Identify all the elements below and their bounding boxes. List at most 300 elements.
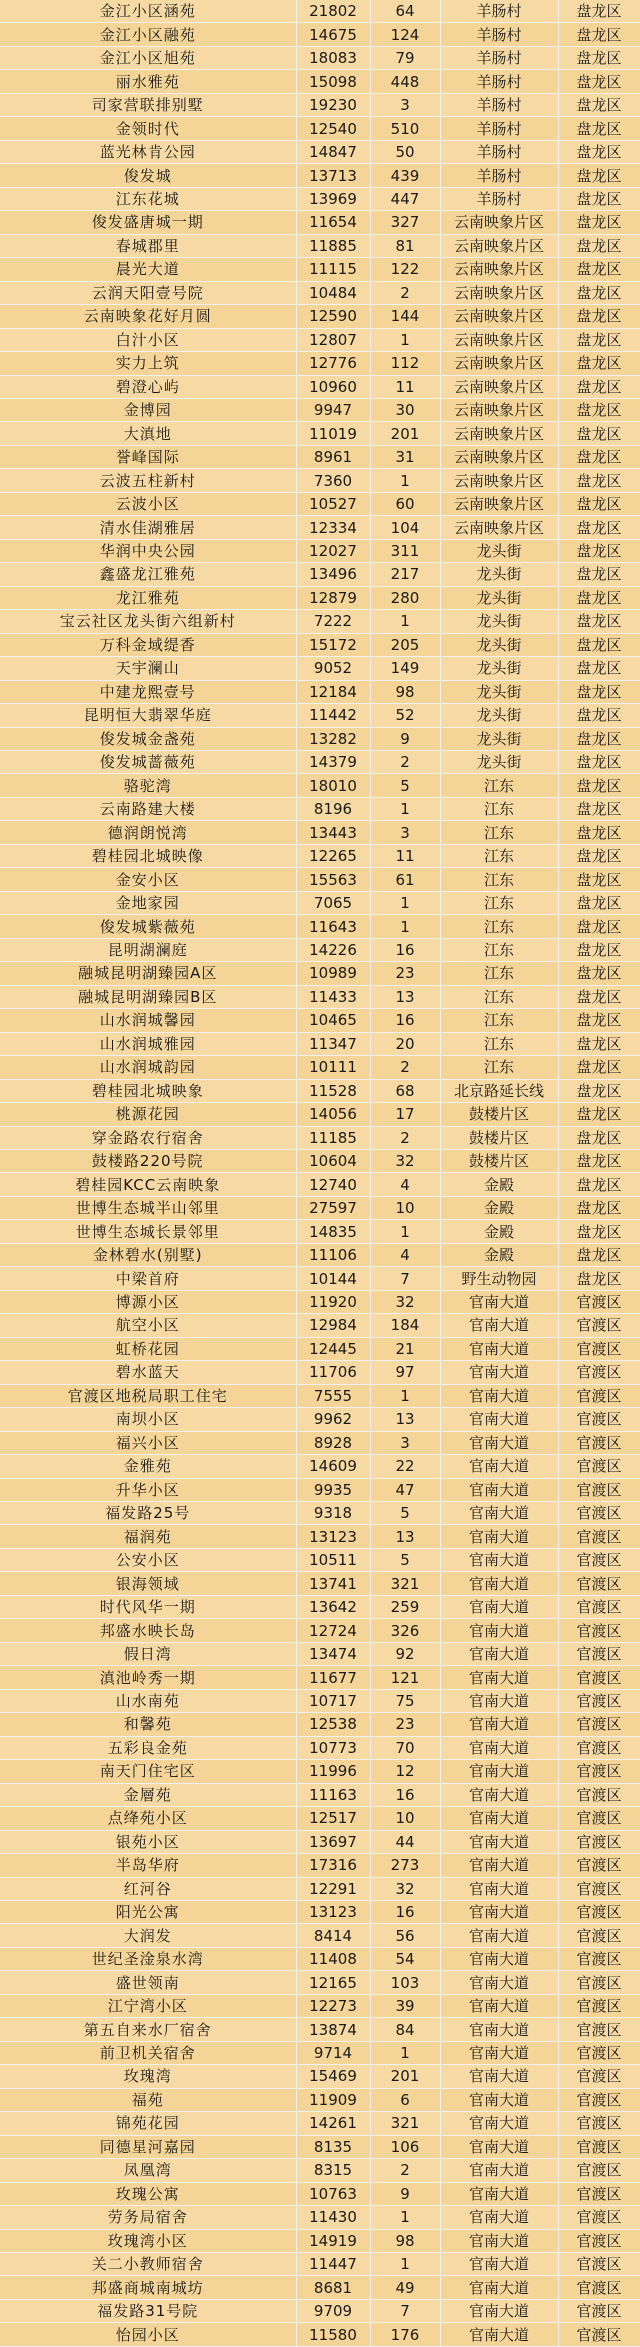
community-name-cell: 碧桂园北城映像	[0, 844, 296, 867]
unit-price-cell: 11447	[296, 2253, 370, 2276]
district-cell: 官渡区	[558, 1666, 640, 1689]
listing-count-cell: 32	[370, 1290, 440, 1313]
listing-count-cell: 149	[370, 657, 440, 680]
area-cell: 江东	[440, 985, 558, 1008]
table-row	[0, 328, 640, 351]
table-row	[0, 1408, 640, 1431]
unit-price-cell: 13496	[296, 563, 370, 586]
table-row	[0, 539, 640, 562]
district-cell: 盘龙区	[558, 117, 640, 140]
table-row	[0, 1502, 640, 1525]
table-row	[0, 1572, 640, 1595]
listing-count-cell: 326	[370, 1619, 440, 1642]
area-cell: 官南大道	[440, 1713, 558, 1736]
community-name-cell: 桃源花园	[0, 1103, 296, 1126]
listing-count-cell: 1	[370, 1220, 440, 1243]
area-cell: 云南映象片区	[440, 445, 558, 468]
community-name-cell: 博源小区	[0, 1290, 296, 1313]
unit-price-cell: 8315	[296, 2159, 370, 2182]
district-cell: 官渡区	[558, 2065, 640, 2088]
unit-price-cell: 8928	[296, 1431, 370, 1454]
area-cell: 云南映象片区	[440, 469, 558, 492]
district-cell: 盘龙区	[558, 234, 640, 257]
district-cell: 盘龙区	[558, 1220, 640, 1243]
district-cell: 官渡区	[558, 1502, 640, 1525]
unit-price-cell: 13282	[296, 727, 370, 750]
community-name-cell: 天宇澜山	[0, 657, 296, 680]
district-cell: 盘龙区	[558, 586, 640, 609]
unit-price-cell: 14056	[296, 1103, 370, 1126]
listing-count-cell: 1	[370, 797, 440, 820]
listing-count-cell: 321	[370, 1572, 440, 1595]
listing-count-cell: 98	[370, 680, 440, 703]
community-name-cell: 俊发城金盏苑	[0, 727, 296, 750]
table-row	[0, 2182, 640, 2205]
table-row	[0, 751, 640, 774]
listing-count-cell: 2	[370, 751, 440, 774]
listing-count-cell: 7	[370, 2299, 440, 2322]
table-row	[0, 563, 640, 586]
community-name-cell: 公安小区	[0, 1548, 296, 1571]
area-cell: 官南大道	[440, 1947, 558, 1970]
community-name-cell: 福发路31号院	[0, 2299, 296, 2322]
unit-price-cell: 12445	[296, 1337, 370, 1360]
listing-count-cell: 16	[370, 1009, 440, 1032]
table-row	[0, 1760, 640, 1783]
community-name-cell: 第五自来水厂宿舍	[0, 2018, 296, 2041]
community-name-cell: 昆明恒大翡翠华庭	[0, 704, 296, 727]
district-cell: 盘龙区	[558, 1032, 640, 1055]
unit-price-cell: 15469	[296, 2065, 370, 2088]
listing-count-cell: 1	[370, 1384, 440, 1407]
listing-count-cell: 144	[370, 305, 440, 328]
community-name-cell: 昆明湖澜庭	[0, 938, 296, 961]
table-row	[0, 1220, 640, 1243]
listing-count-cell: 448	[370, 70, 440, 93]
community-name-cell: 司家营联排别墅	[0, 93, 296, 116]
listing-count-cell: 13	[370, 1408, 440, 1431]
community-name-cell: 金博园	[0, 398, 296, 421]
community-name-cell: 云波小区	[0, 492, 296, 515]
area-cell: 金殿	[440, 1173, 558, 1196]
district-cell: 盘龙区	[558, 1173, 640, 1196]
unit-price-cell: 13713	[296, 164, 370, 187]
area-cell: 官南大道	[440, 1290, 558, 1313]
table-row	[0, 445, 640, 468]
unit-price-cell: 7360	[296, 469, 370, 492]
area-cell: 官南大道	[440, 1642, 558, 1665]
table-row	[0, 2253, 640, 2276]
unit-price-cell: 12165	[296, 1971, 370, 1994]
community-name-cell: 金江小区涵苑	[0, 0, 296, 23]
listing-count-cell: 201	[370, 422, 440, 445]
community-name-cell: 玫瑰湾	[0, 2065, 296, 2088]
table-row	[0, 70, 640, 93]
listing-count-cell: 176	[370, 2323, 440, 2346]
listing-count-cell: 92	[370, 1642, 440, 1665]
listing-count-cell: 1	[370, 328, 440, 351]
unit-price-cell: 11408	[296, 1947, 370, 1970]
community-name-cell: 金江小区旭苑	[0, 46, 296, 69]
unit-price-cell: 9962	[296, 1408, 370, 1431]
area-cell: 云南映象片区	[440, 211, 558, 234]
unit-price-cell: 9318	[296, 1502, 370, 1525]
table-row	[0, 1384, 640, 1407]
community-name-cell: 金地家园	[0, 891, 296, 914]
area-cell: 云南映象片区	[440, 328, 558, 351]
community-name-cell: 五彩良金苑	[0, 1736, 296, 1759]
listing-count-cell: 23	[370, 1713, 440, 1736]
unit-price-cell: 10773	[296, 1736, 370, 1759]
area-cell: 鼓楼片区	[440, 1126, 558, 1149]
area-cell: 金殿	[440, 1220, 558, 1243]
listing-count-cell: 447	[370, 187, 440, 210]
area-cell: 江东	[440, 891, 558, 914]
district-cell: 官渡区	[558, 1619, 640, 1642]
listing-count-cell: 13	[370, 1525, 440, 1548]
table-row	[0, 1807, 640, 1830]
community-name-cell: 鼓楼路220号院	[0, 1149, 296, 1172]
community-name-cell: 同德星河嘉园	[0, 2135, 296, 2158]
district-cell: 盘龙区	[558, 1126, 640, 1149]
listing-count-cell: 112	[370, 352, 440, 375]
listing-count-cell: 217	[370, 563, 440, 586]
table-row	[0, 375, 640, 398]
unit-price-cell: 10484	[296, 281, 370, 304]
unit-price-cell: 12984	[296, 1314, 370, 1337]
unit-price-cell: 18010	[296, 774, 370, 797]
community-name-cell: 山水润城雅园	[0, 1032, 296, 1055]
district-cell: 盘龙区	[558, 281, 640, 304]
listing-count-cell: 31	[370, 445, 440, 468]
district-cell: 官渡区	[558, 1431, 640, 1454]
listing-count-cell: 104	[370, 516, 440, 539]
community-name-cell: 前卫机关宿舍	[0, 2041, 296, 2064]
area-cell: 官南大道	[440, 2159, 558, 2182]
district-cell: 盘龙区	[558, 211, 640, 234]
district-cell: 盘龙区	[558, 610, 640, 633]
table-row	[0, 704, 640, 727]
district-cell: 官渡区	[558, 1408, 640, 1431]
community-name-cell: 江宁湾小区	[0, 1994, 296, 2017]
listing-count-cell: 122	[370, 258, 440, 281]
listing-count-cell: 10	[370, 1807, 440, 1830]
unit-price-cell: 13123	[296, 1900, 370, 1923]
listing-count-cell: 9	[370, 727, 440, 750]
listing-count-cell: 11	[370, 375, 440, 398]
community-name-cell: 金安小区	[0, 868, 296, 891]
community-name-cell: 誉峰国际	[0, 445, 296, 468]
table-row	[0, 2159, 640, 2182]
area-cell: 龙头街	[440, 680, 558, 703]
listing-count-cell: 124	[370, 23, 440, 46]
area-cell: 羊肠村	[440, 46, 558, 69]
district-cell: 官渡区	[558, 1877, 640, 1900]
table-row	[0, 1056, 640, 1079]
listing-count-cell: 6	[370, 2088, 440, 2111]
community-name-cell: 山水润城韵园	[0, 1056, 296, 1079]
listing-count-cell: 32	[370, 1877, 440, 1900]
community-name-cell: 白汁小区	[0, 328, 296, 351]
unit-price-cell: 17316	[296, 1854, 370, 1877]
listing-count-cell: 205	[370, 633, 440, 656]
area-cell: 官南大道	[440, 1455, 558, 1478]
listing-count-cell: 1	[370, 915, 440, 938]
unit-price-cell: 8681	[296, 2276, 370, 2299]
table-row	[0, 1854, 640, 1877]
unit-price-cell: 18083	[296, 46, 370, 69]
area-cell: 官南大道	[440, 2182, 558, 2205]
table-row	[0, 117, 640, 140]
district-cell: 官渡区	[558, 1290, 640, 1313]
listing-count-cell: 3	[370, 1431, 440, 1454]
community-name-cell: 晨光大道	[0, 258, 296, 281]
area-cell: 江东	[440, 962, 558, 985]
area-cell: 龙头街	[440, 563, 558, 586]
listing-count-cell: 97	[370, 1361, 440, 1384]
community-name-cell: 升华小区	[0, 1478, 296, 1501]
table-row	[0, 1267, 640, 1290]
district-cell: 盘龙区	[558, 891, 640, 914]
district-cell: 盘龙区	[558, 1009, 640, 1032]
district-cell: 盘龙区	[558, 1243, 640, 1266]
area-cell: 龙头街	[440, 539, 558, 562]
unit-price-cell: 12265	[296, 844, 370, 867]
listing-count-cell: 11	[370, 844, 440, 867]
community-name-cell: 俊发城紫薇苑	[0, 915, 296, 938]
unit-price-cell: 15563	[296, 868, 370, 891]
district-cell: 官渡区	[558, 1783, 640, 1806]
listing-count-cell: 75	[370, 1689, 440, 1712]
district-cell: 官渡区	[558, 2276, 640, 2299]
area-cell: 龙头街	[440, 657, 558, 680]
district-cell: 官渡区	[558, 2253, 640, 2276]
table-row	[0, 258, 640, 281]
community-name-cell: 云润天阳壹号院	[0, 281, 296, 304]
community-name-cell: 华润中央公园	[0, 539, 296, 562]
community-name-cell: 江东花城	[0, 187, 296, 210]
unit-price-cell: 11920	[296, 1290, 370, 1313]
table-row	[0, 915, 640, 938]
district-cell: 盘龙区	[558, 398, 640, 421]
district-cell: 盘龙区	[558, 445, 640, 468]
listing-count-cell: 49	[370, 2276, 440, 2299]
table-row	[0, 2065, 640, 2088]
listing-count-cell: 47	[370, 1478, 440, 1501]
listing-count-cell: 2	[370, 281, 440, 304]
listing-count-cell: 81	[370, 234, 440, 257]
table-row	[0, 23, 640, 46]
area-cell: 龙头街	[440, 751, 558, 774]
unit-price-cell: 12879	[296, 586, 370, 609]
unit-price-cell: 12517	[296, 1807, 370, 1830]
community-name-cell: 清水佳湖雅居	[0, 516, 296, 539]
district-cell: 盘龙区	[558, 422, 640, 445]
district-cell: 盘龙区	[558, 46, 640, 69]
community-name-cell: 丽水雅苑	[0, 70, 296, 93]
district-cell: 官渡区	[558, 2323, 640, 2346]
area-cell: 官南大道	[440, 1994, 558, 2017]
unit-price-cell: 11654	[296, 211, 370, 234]
table-row	[0, 2206, 640, 2229]
district-cell: 官渡区	[558, 1760, 640, 1783]
unit-price-cell: 10511	[296, 1548, 370, 1571]
district-cell: 盘龙区	[558, 1196, 640, 1219]
area-cell: 官南大道	[440, 1830, 558, 1853]
district-cell: 官渡区	[558, 1525, 640, 1548]
unit-price-cell: 11433	[296, 985, 370, 1008]
listing-count-cell: 61	[370, 868, 440, 891]
district-cell: 官渡区	[558, 2206, 640, 2229]
listing-count-cell: 439	[370, 164, 440, 187]
unit-price-cell: 10527	[296, 492, 370, 515]
community-name-cell: 虹桥花园	[0, 1337, 296, 1360]
table-row	[0, 352, 640, 375]
unit-price-cell: 11442	[296, 704, 370, 727]
listing-count-cell: 68	[370, 1079, 440, 1102]
community-name-cell: 南坝小区	[0, 1408, 296, 1431]
community-name-cell: 龙江雅苑	[0, 586, 296, 609]
table-row	[0, 2276, 640, 2299]
listing-count-cell: 311	[370, 539, 440, 562]
area-cell: 官南大道	[440, 2088, 558, 2111]
unit-price-cell: 13741	[296, 1572, 370, 1595]
unit-price-cell: 9947	[296, 398, 370, 421]
listing-count-cell: 184	[370, 1314, 440, 1337]
unit-price-cell: 12291	[296, 1877, 370, 1900]
table-row	[0, 516, 640, 539]
unit-price-cell: 11580	[296, 2323, 370, 2346]
table-row	[0, 2041, 640, 2064]
area-cell: 官南大道	[440, 2112, 558, 2135]
area-cell: 官南大道	[440, 1525, 558, 1548]
unit-price-cell: 9714	[296, 2041, 370, 2064]
community-name-cell: 山水南苑	[0, 1689, 296, 1712]
table-row	[0, 1478, 640, 1501]
unit-price-cell: 12273	[296, 1994, 370, 2017]
community-name-cell: 锦苑花园	[0, 2112, 296, 2135]
table-row	[0, 1243, 640, 1266]
area-cell: 官南大道	[440, 1689, 558, 1712]
community-name-cell: 金層苑	[0, 1783, 296, 1806]
listing-count-cell: 17	[370, 1103, 440, 1126]
unit-price-cell: 11996	[296, 1760, 370, 1783]
listing-count-cell: 84	[370, 2018, 440, 2041]
community-name-cell: 怡园小区	[0, 2323, 296, 2346]
listing-count-cell: 16	[370, 1783, 440, 1806]
table-row	[0, 0, 640, 23]
district-cell: 官渡区	[558, 1924, 640, 1947]
district-cell: 盘龙区	[558, 70, 640, 93]
area-cell: 云南映象片区	[440, 234, 558, 257]
unit-price-cell: 12334	[296, 516, 370, 539]
area-cell: 官南大道	[440, 2206, 558, 2229]
district-cell: 官渡区	[558, 2018, 640, 2041]
district-cell: 官渡区	[558, 1361, 640, 1384]
area-cell: 官南大道	[440, 1971, 558, 1994]
listing-count-cell: 50	[370, 140, 440, 163]
district-cell: 官渡区	[558, 1455, 640, 1478]
unit-price-cell: 9052	[296, 657, 370, 680]
listing-count-cell: 1	[370, 2206, 440, 2229]
listing-count-cell: 54	[370, 1947, 440, 1970]
area-cell: 官南大道	[440, 2065, 558, 2088]
listing-count-cell: 280	[370, 586, 440, 609]
table-row	[0, 985, 640, 1008]
listing-count-cell: 2	[370, 2159, 440, 2182]
area-cell: 云南映象片区	[440, 305, 558, 328]
district-cell: 官渡区	[558, 1994, 640, 2017]
district-cell: 盘龙区	[558, 985, 640, 1008]
community-name-cell: 碧水蓝天	[0, 1361, 296, 1384]
listing-count-cell: 39	[370, 1994, 440, 2017]
community-name-cell: 万科金域缇香	[0, 633, 296, 656]
table-row	[0, 2018, 640, 2041]
district-cell: 盘龙区	[558, 328, 640, 351]
area-cell: 官南大道	[440, 1760, 558, 1783]
district-cell: 官渡区	[558, 2182, 640, 2205]
area-cell: 羊肠村	[440, 187, 558, 210]
unit-price-cell: 13697	[296, 1830, 370, 1853]
unit-price-cell: 14609	[296, 1455, 370, 1478]
district-cell: 盘龙区	[558, 821, 640, 844]
listing-count-cell: 44	[370, 1830, 440, 1853]
area-cell: 羊肠村	[440, 117, 558, 140]
table-row	[0, 2323, 640, 2346]
community-name-cell: 实力上筑	[0, 352, 296, 375]
community-name-cell: 福发路25号	[0, 1502, 296, 1525]
district-cell: 官渡区	[558, 1807, 640, 1830]
listing-count-cell: 70	[370, 1736, 440, 1759]
unit-price-cell: 27597	[296, 1196, 370, 1219]
area-cell: 官南大道	[440, 1478, 558, 1501]
listing-count-cell: 4	[370, 1243, 440, 1266]
community-name-cell: 银海领域	[0, 1572, 296, 1595]
community-name-cell: 邦盛商城南城坊	[0, 2276, 296, 2299]
unit-price-cell: 14835	[296, 1220, 370, 1243]
area-cell: 江东	[440, 1009, 558, 1032]
community-name-cell: 蓝光林肯公园	[0, 140, 296, 163]
listing-count-cell: 327	[370, 211, 440, 234]
table-row	[0, 187, 640, 210]
community-name-cell: 凤凰湾	[0, 2159, 296, 2182]
community-name-cell: 骆驼湾	[0, 774, 296, 797]
area-cell: 官南大道	[440, 1572, 558, 1595]
table-row	[0, 1314, 640, 1337]
area-cell: 金殿	[440, 1243, 558, 1266]
unit-price-cell: 12724	[296, 1619, 370, 1642]
table-row	[0, 2088, 640, 2111]
district-cell: 盘龙区	[558, 305, 640, 328]
unit-price-cell: 13443	[296, 821, 370, 844]
area-cell: 北京路延长线	[440, 1079, 558, 1102]
district-cell: 盘龙区	[558, 375, 640, 398]
unit-price-cell: 12740	[296, 1173, 370, 1196]
district-cell: 官渡区	[558, 1736, 640, 1759]
unit-price-cell: 9709	[296, 2299, 370, 2322]
area-cell: 羊肠村	[440, 93, 558, 116]
unit-price-cell: 12540	[296, 117, 370, 140]
area-cell: 云南映象片区	[440, 516, 558, 539]
table-row	[0, 586, 640, 609]
table-row	[0, 1337, 640, 1360]
table-row	[0, 1689, 640, 1712]
area-cell: 鼓楼片区	[440, 1103, 558, 1126]
district-cell: 盘龙区	[558, 23, 640, 46]
unit-price-cell: 13969	[296, 187, 370, 210]
community-name-cell: 穿金路农行宿舍	[0, 1126, 296, 1149]
table-row	[0, 1079, 640, 1102]
